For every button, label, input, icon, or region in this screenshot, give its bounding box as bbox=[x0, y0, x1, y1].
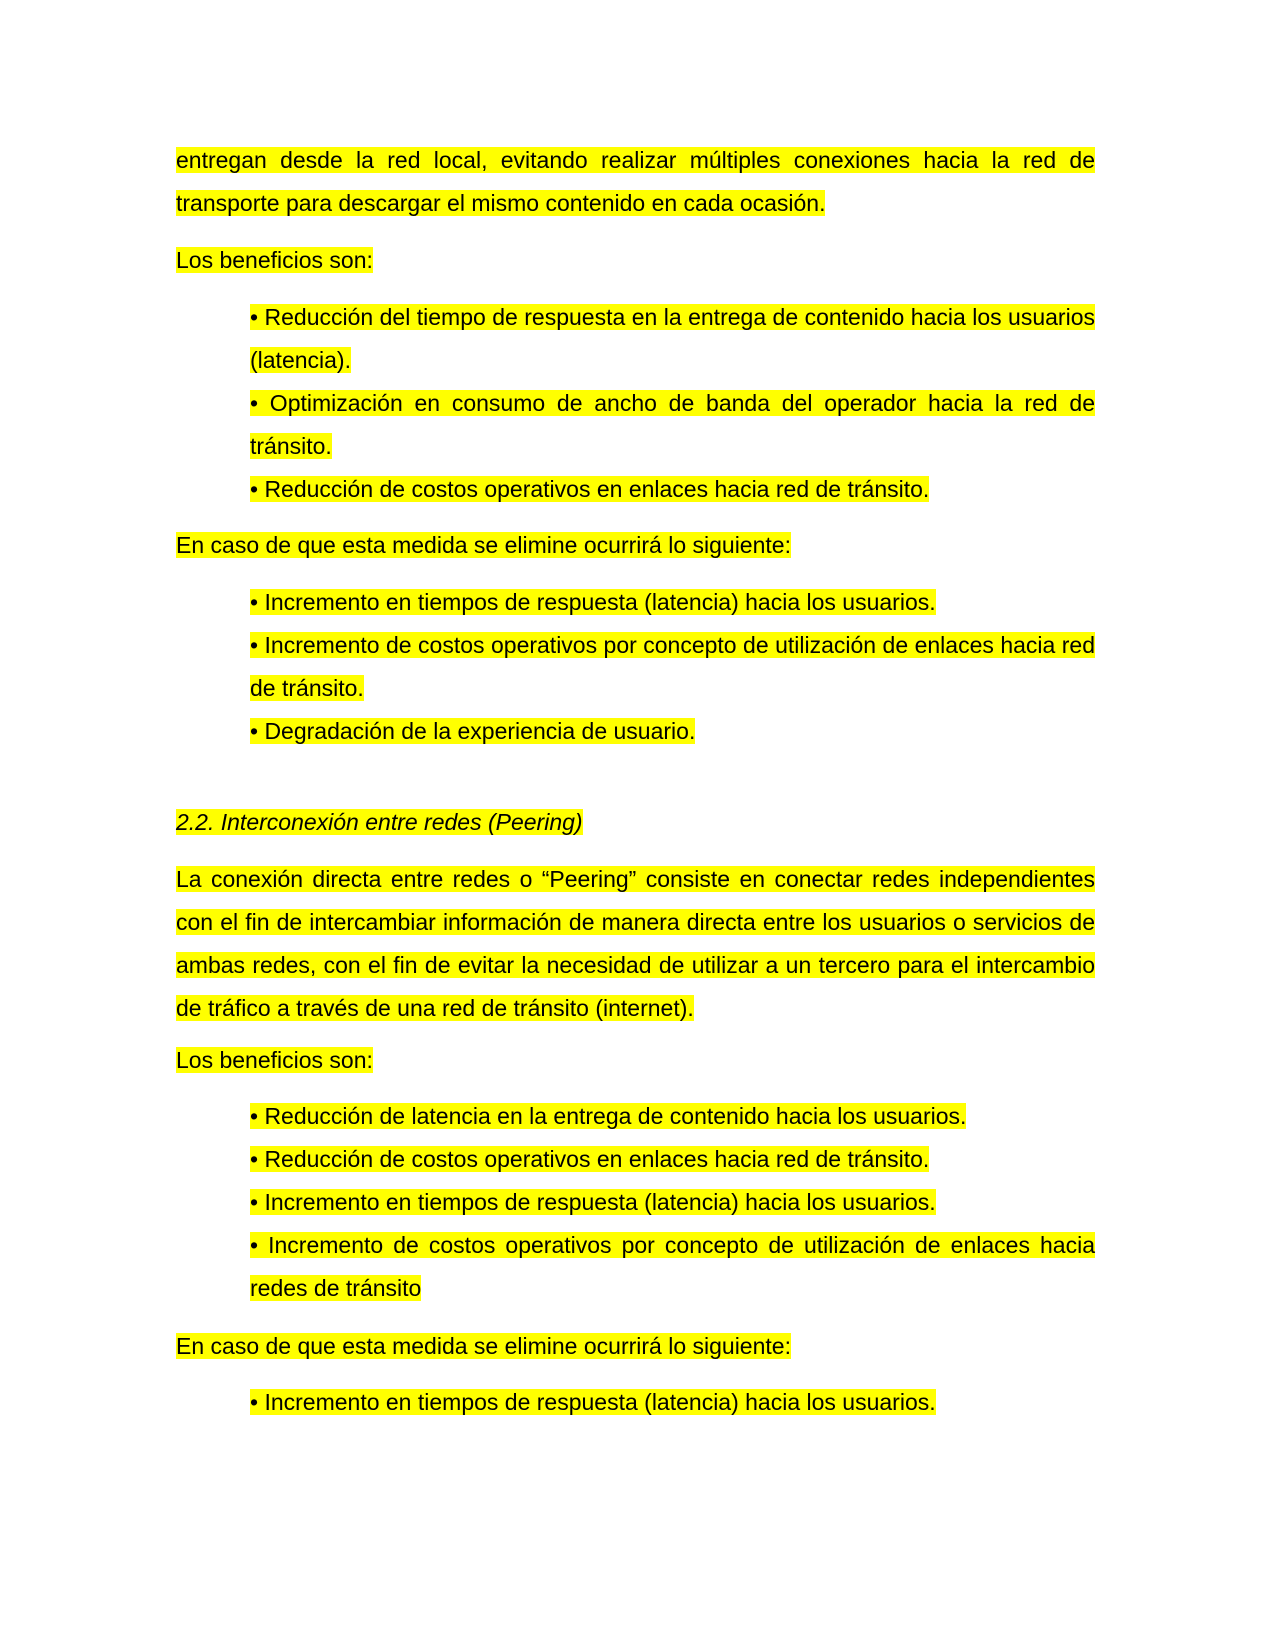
benefits-label bbox=[176, 1039, 1095, 1082]
list-item-text: • Reducción de latencia en la entrega de contenido hacia los usuarios. bbox=[250, 1103, 967, 1129]
removal-label bbox=[176, 1325, 1095, 1368]
intro-paragraph bbox=[176, 139, 1095, 225]
benefits-label-text: Los beneficios son: bbox=[176, 1047, 373, 1073]
benefits-list bbox=[250, 296, 1095, 511]
list-item bbox=[250, 1381, 1095, 1424]
list-item-text: • Reducción de costos operativos en enlaces hacia red de tránsito. bbox=[250, 1146, 930, 1172]
section-heading bbox=[176, 801, 1095, 844]
removal-label-text: En caso de que esta medida se elimine ocurrirá lo siguiente: bbox=[176, 532, 791, 558]
removal-list bbox=[250, 581, 1095, 753]
list-item-text: • Degradación de la experiencia de usuario. bbox=[250, 718, 696, 744]
list-item bbox=[250, 468, 1095, 511]
intro-paragraph-text: entregan desde la red local, evitando realizar múltiples conexiones hacia la red de transporte para descargar el mismo contenido en cada ocasión. bbox=[176, 147, 1095, 216]
list-item bbox=[250, 1095, 1095, 1138]
list-item bbox=[250, 1224, 1095, 1310]
removal-label-text: En caso de que esta medida se elimine ocurrirá lo siguiente: bbox=[176, 1333, 791, 1359]
list-item bbox=[250, 710, 1095, 753]
section-heading-text: 2.2. Interconexión entre redes (Peering) bbox=[176, 809, 583, 835]
list-item-text: • Incremento de costos operativos por concepto de utilización de enlaces hacia red de tránsito. bbox=[250, 632, 1095, 701]
removal-list bbox=[250, 1381, 1095, 1424]
list-item-text: • Incremento de costos operativos por concepto de utilización de enlaces hacia redes de tránsito bbox=[250, 1232, 1095, 1301]
list-item-text: • Incremento en tiempos de respuesta (latencia) hacia los usuarios. bbox=[250, 1189, 936, 1215]
list-item bbox=[250, 382, 1095, 468]
list-item bbox=[250, 296, 1095, 382]
list-item bbox=[250, 581, 1095, 624]
list-item bbox=[250, 1181, 1095, 1224]
benefits-label bbox=[176, 239, 1095, 282]
peering-paragraph-text: La conexión directa entre redes o “Peering” consiste en conectar redes independientes con el fin de intercambiar información de manera directa entre los usuarios o servicios de ambas redes, con el fin de evitar la necesidad de utilizar a un tercero para el intercambio de tráfico a través de una red de tránsito (internet). bbox=[176, 866, 1095, 1021]
list-item-text: • Reducción de costos operativos en enlaces hacia red de tránsito. bbox=[250, 476, 930, 502]
benefits-label-text: Los beneficios son: bbox=[176, 247, 373, 273]
list-item-text: • Optimización en consumo de ancho de banda del operador hacia la red de tránsito. bbox=[250, 390, 1095, 459]
list-item-text: • Incremento en tiempos de respuesta (latencia) hacia los usuarios. bbox=[250, 1389, 936, 1415]
benefits-list bbox=[250, 1095, 1095, 1310]
list-item bbox=[250, 624, 1095, 710]
list-item bbox=[250, 1138, 1095, 1181]
removal-label bbox=[176, 524, 1095, 567]
peering-paragraph bbox=[176, 858, 1095, 1030]
list-item-text: • Reducción del tiempo de respuesta en la entrega de contenido hacia los usuarios (latencia). bbox=[250, 304, 1095, 373]
list-item-text: • Incremento en tiempos de respuesta (latencia) hacia los usuarios. bbox=[250, 589, 936, 615]
